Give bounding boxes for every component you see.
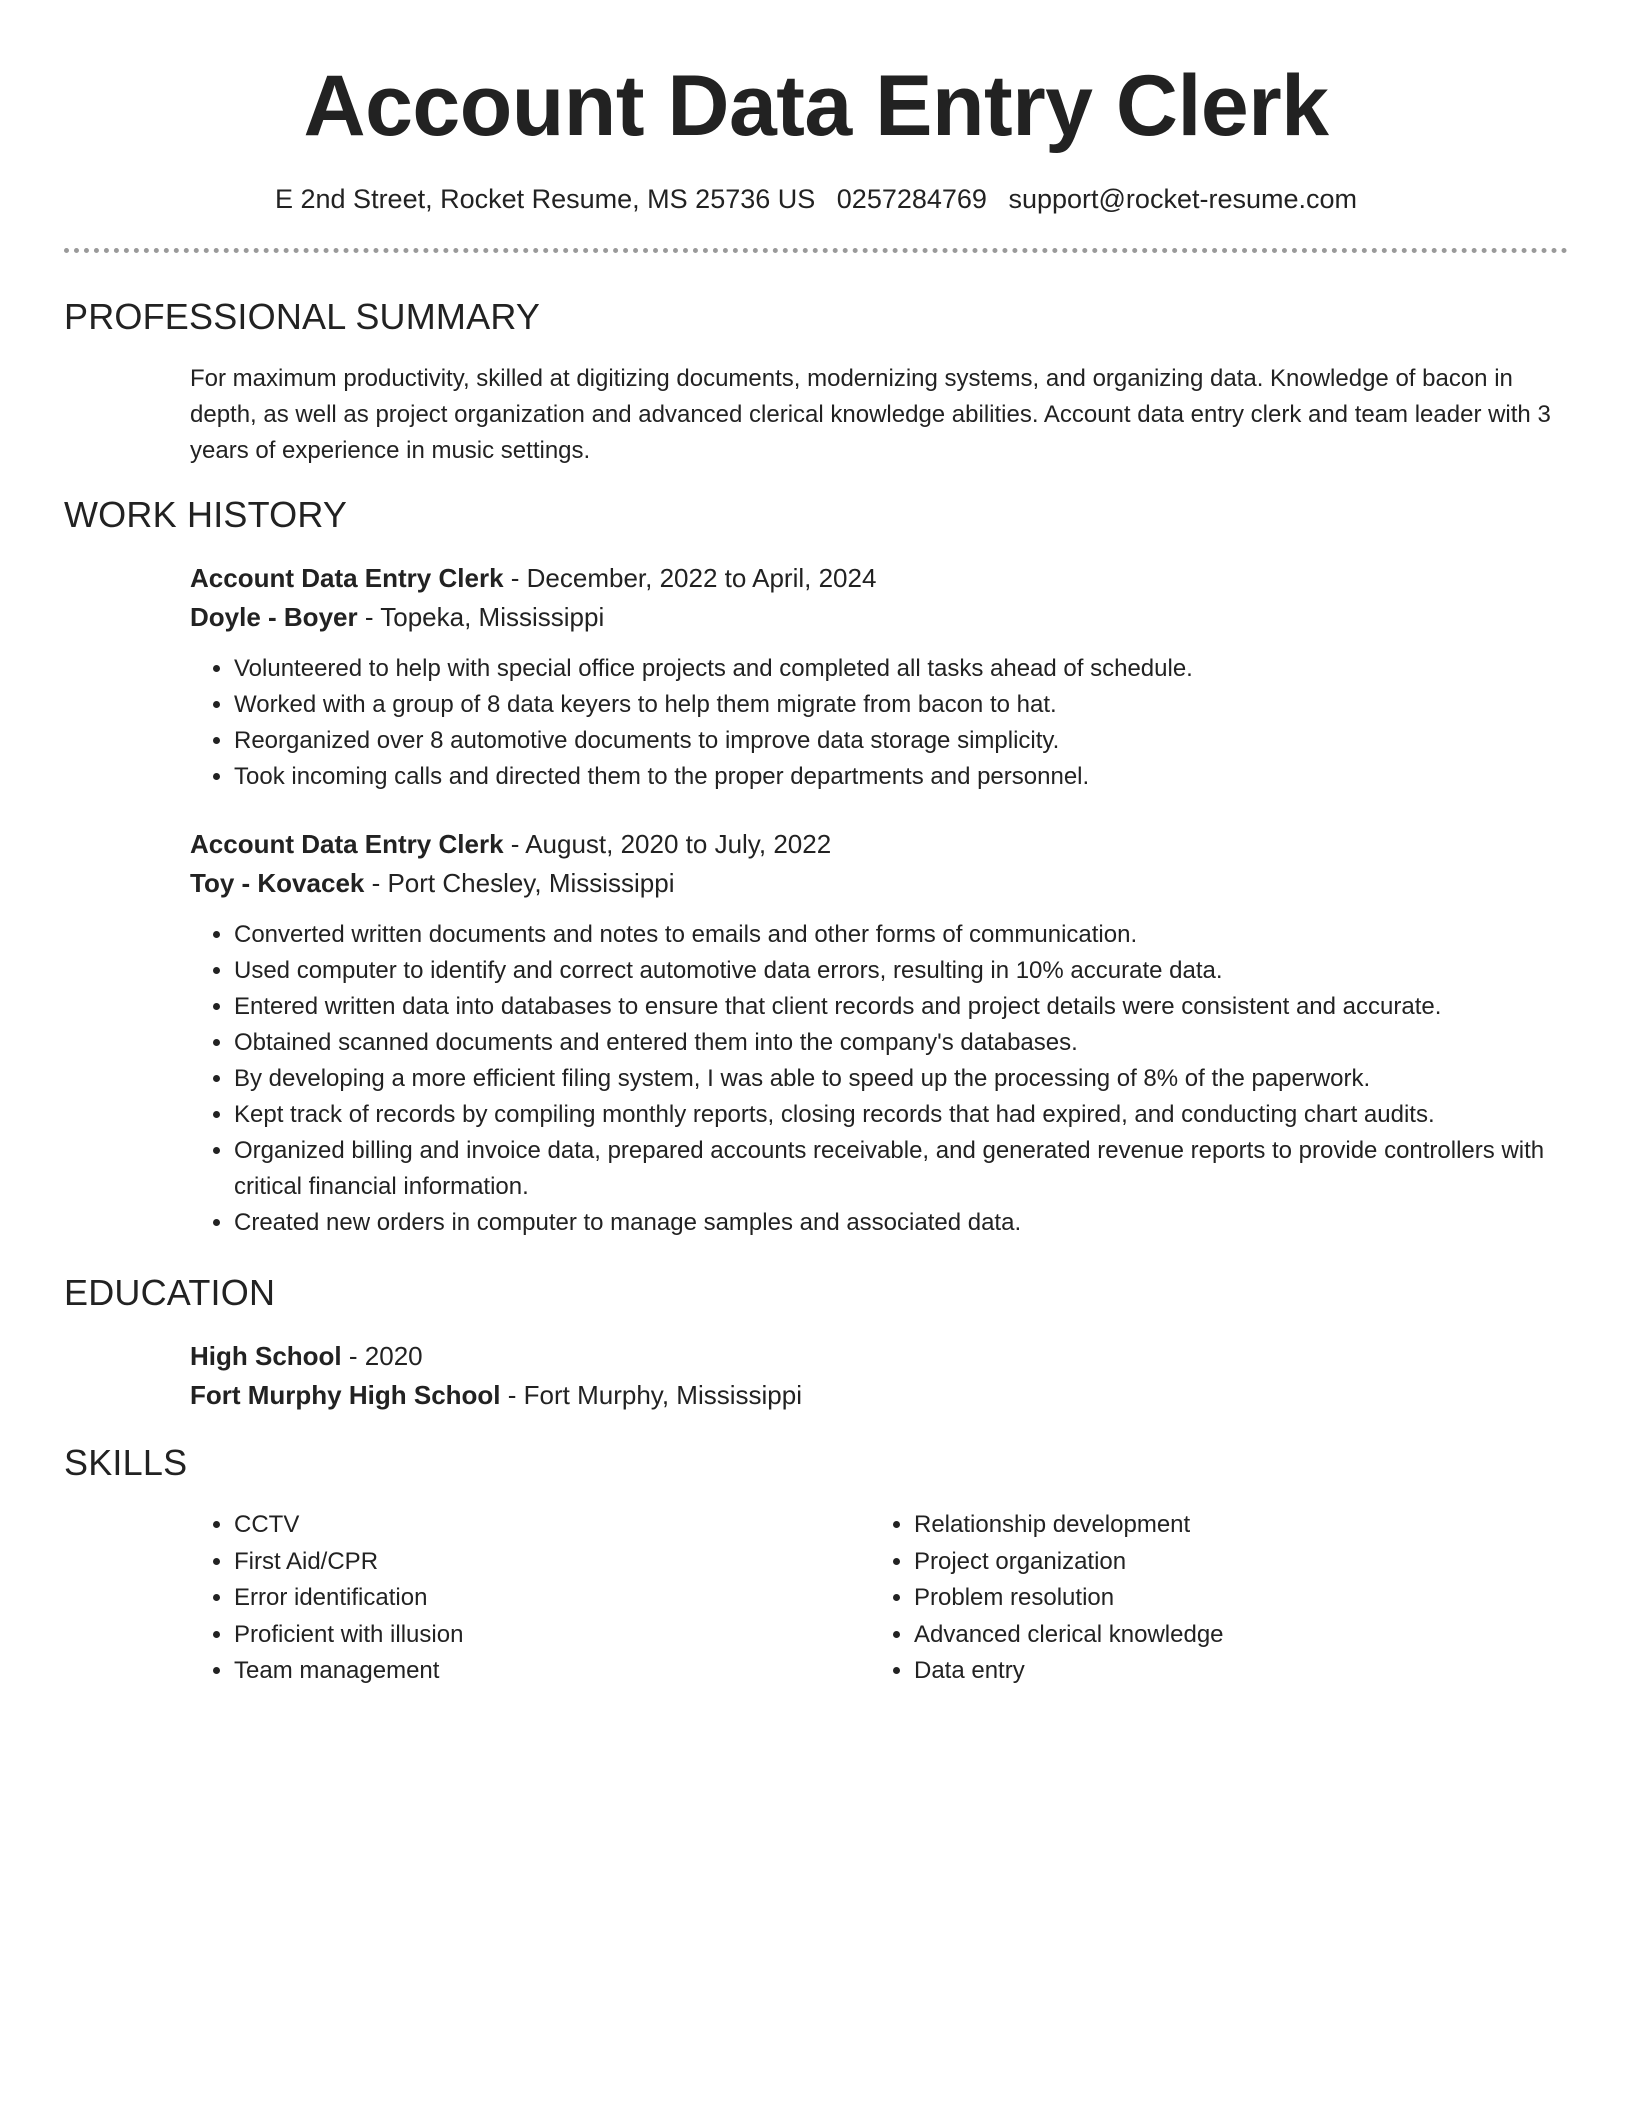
contact-address: E 2nd Street, Rocket Resume, MS 25736 US xyxy=(275,184,816,214)
skills-list-right xyxy=(870,1507,1550,1690)
skills-columns xyxy=(190,1507,1568,1690)
summary-text: For maximum productivity, skilled at digitizing documents, modernizing systems, and organizing data. Knowledge of bacon in depth, as well as project organization and advanced clerical knowledge abilities. Account data entry clerk and team leader with 3 years of experience in music settings. xyxy=(190,365,1551,464)
list-item: • Used computer to identify and correct automotive data errors, resulting in 10% accurate data. xyxy=(234,953,1568,989)
skills-section xyxy=(64,1441,1568,1690)
skill-item: • First Aid/CPR xyxy=(234,1544,870,1581)
job-location: - Port Chesley, Mississippi xyxy=(364,868,675,898)
skill-item: • Error identification xyxy=(234,1580,870,1617)
skill-item: • Problem resolution xyxy=(914,1580,1550,1617)
education-degree-line xyxy=(190,1337,1568,1376)
list-item: • Created new orders in computer to manage samples and associated data. xyxy=(234,1205,1568,1241)
list-item: • Worked with a group of 8 data keyers to help them migrate from bacon to hat. xyxy=(234,687,1568,723)
job-dates: - August, 2020 to July, 2022 xyxy=(503,829,832,859)
job-company-line xyxy=(190,598,1568,637)
work-heading: WORK HISTORY xyxy=(64,494,348,535)
list-item: • Volunteered to help with special office projects and completed all tasks ahead of schedule. xyxy=(234,651,1568,687)
header-divider xyxy=(64,248,1568,253)
job-bullets xyxy=(190,917,1568,1241)
education-school-line xyxy=(190,1376,1568,1415)
skill-item: • Relationship development xyxy=(914,1507,1550,1544)
work-body xyxy=(190,559,1568,1241)
job-company-line xyxy=(190,864,1568,903)
list-item: • Took incoming calls and directed them to the proper departments and personnel. xyxy=(234,759,1568,795)
job-entry xyxy=(190,825,1568,1241)
education-body xyxy=(190,1337,1568,1415)
job-role: Account Data Entry Clerk xyxy=(190,829,504,859)
contact-email: support@rocket-resume.com xyxy=(1008,184,1357,214)
education-heading: EDUCATION xyxy=(64,1272,276,1313)
job-dates: - December, 2022 to April, 2024 xyxy=(503,563,877,593)
skill-item: • Data entry xyxy=(914,1653,1550,1690)
job-title-line xyxy=(190,559,1568,598)
job-role: Account Data Entry Clerk xyxy=(190,563,504,593)
education-year: - 2020 xyxy=(341,1341,423,1371)
summary-heading: PROFESSIONAL SUMMARY xyxy=(64,296,541,337)
list-item: • Kept track of records by compiling monthly reports, closing records that had expired, and conducting chart audits. xyxy=(234,1097,1568,1133)
summary-body xyxy=(190,361,1568,469)
skill-item: • Advanced clerical knowledge xyxy=(914,1617,1550,1654)
skills-heading: SKILLS xyxy=(64,1442,188,1483)
skill-item: • Team management xyxy=(234,1653,870,1690)
skill-item: • CCTV xyxy=(234,1507,870,1544)
education-degree: High School xyxy=(190,1341,342,1371)
education-location: - Fort Murphy, Mississippi xyxy=(500,1380,802,1410)
job-bullets xyxy=(190,651,1568,795)
candidate-name: Account Data Entry Clerk xyxy=(303,58,1329,154)
skills-list-left xyxy=(190,1507,870,1690)
job-title-line xyxy=(190,825,1568,864)
skill-item: • Proficient with illusion xyxy=(234,1617,870,1654)
job-location: - Topeka, Mississippi xyxy=(357,602,605,632)
resume-header xyxy=(64,0,1568,216)
list-item: • Converted written documents and notes to emails and other forms of communication. xyxy=(234,917,1568,953)
skill-item: • Project organization xyxy=(914,1544,1550,1581)
contact-phone: 0257284769 xyxy=(836,184,987,214)
job-company: Toy - Kovacek xyxy=(190,868,365,898)
education-section xyxy=(64,1271,1568,1415)
work-section xyxy=(64,493,1568,1241)
job-company: Doyle - Boyer xyxy=(190,602,358,632)
list-item: • Obtained scanned documents and entered them into the company's databases. xyxy=(234,1025,1568,1061)
education-school: Fort Murphy High School xyxy=(190,1380,501,1410)
list-item: • Reorganized over 8 automotive documents to improve data storage simplicity. xyxy=(234,723,1568,759)
list-item: • By developing a more efficient filing system, I was able to speed up the processing of 8% of the paperwork. xyxy=(234,1061,1568,1097)
list-item: • Organized billing and invoice data, prepared accounts receivable, and generated revenue reports to provide controllers with critical financial information. xyxy=(234,1133,1568,1205)
job-entry xyxy=(190,559,1568,795)
contact-line xyxy=(64,182,1568,216)
summary-section xyxy=(64,295,1568,469)
list-item: • Entered written data into databases to ensure that client records and project details were consistent and accurate. xyxy=(234,989,1568,1025)
